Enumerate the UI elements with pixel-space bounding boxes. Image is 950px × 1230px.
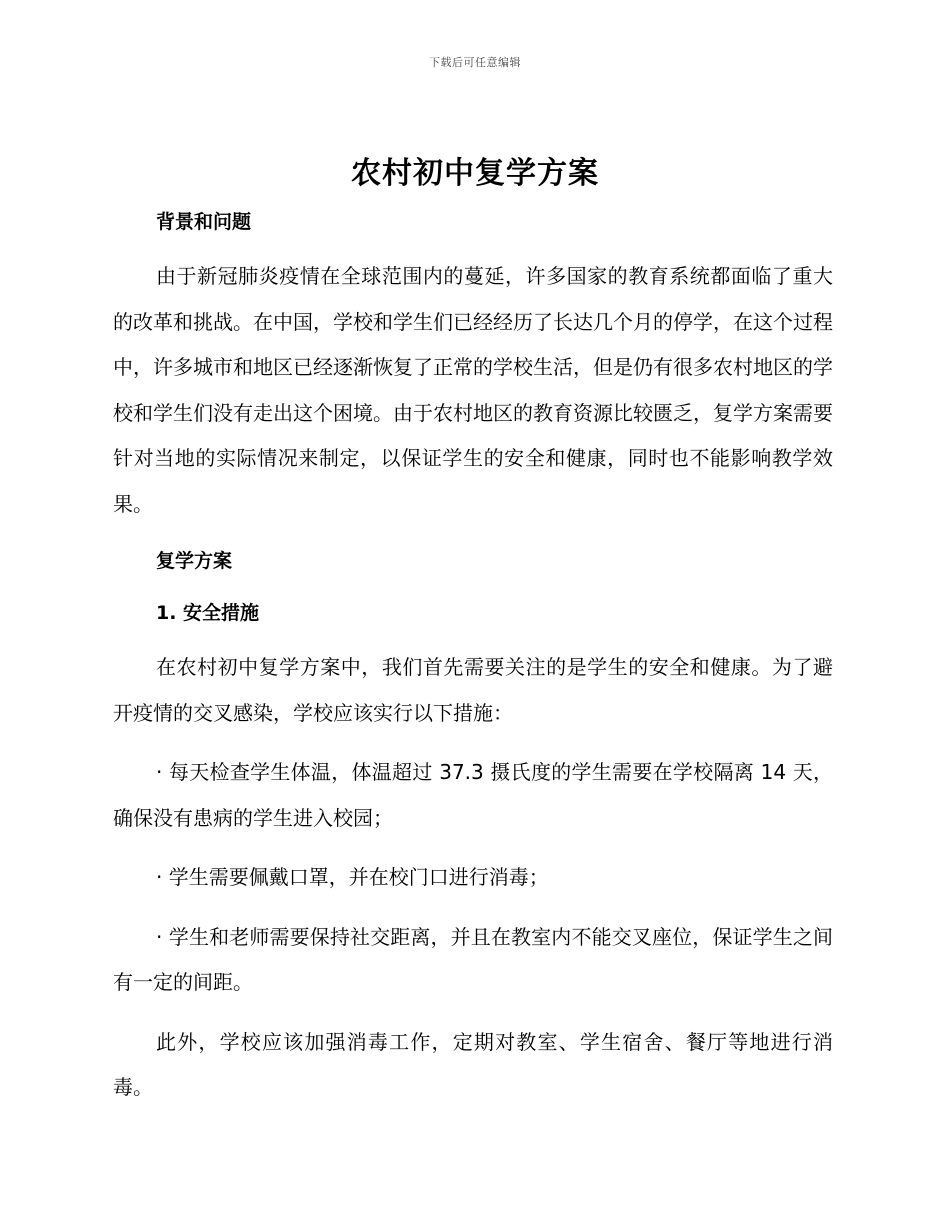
safety-intro-paragraph: 在农村初中复学方案中，我们首先需要关注的是学生的安全和健康。为了避开疫情的交叉感染，学校应该实行以下措施： bbox=[113, 655, 833, 725]
subheading-safety: 1. 安全措施 bbox=[156, 602, 260, 624]
bullet-distancing: · 学生和老师需要保持社交距离，并且在教室内不能交叉座位，保证学生之间有一定的间距。 bbox=[113, 924, 833, 994]
document-body bbox=[113, 202, 833, 1111]
bullet-temperature: · 每天检查学生体温，体温超过 37.3 摄氏度的学生需要在学校隔离 14 天，确保没有患病的学生进入校园； bbox=[113, 760, 833, 830]
section-heading-plan: 复学方案 bbox=[156, 550, 233, 572]
section-heading-background: 背景和问题 bbox=[156, 211, 252, 233]
header-note: 下载后可任意编辑 bbox=[429, 56, 521, 69]
document-title: 农村初中复学方案 bbox=[351, 156, 599, 191]
closing-paragraph: 此外，学校应该加强消毒工作，定期对教室、学生宿舍、餐厅等地进行消毒。 bbox=[113, 1029, 833, 1099]
background-paragraph: 由于新冠肺炎疫情在全球范围内的蔓延，许多国家的教育系统都面临了重大的改革和挑战。在中国，学校和学生们已经经历了长达几个月的停学，在这个过程中，许多城市和地区已经逐渐恢复了正常的学校生活，但是仍有很多农村地区的学校和学生们没有走出这个困境。由于农村地区的教育资源比较匮乏，复学方案需要针对当地的实际情况来制定，以保证学生的安全和健康，同时也不能影响教学效果。 bbox=[113, 264, 833, 516]
bullet-masks: · 学生需要佩戴口罩，并在校门口进行消毒； bbox=[156, 865, 549, 889]
